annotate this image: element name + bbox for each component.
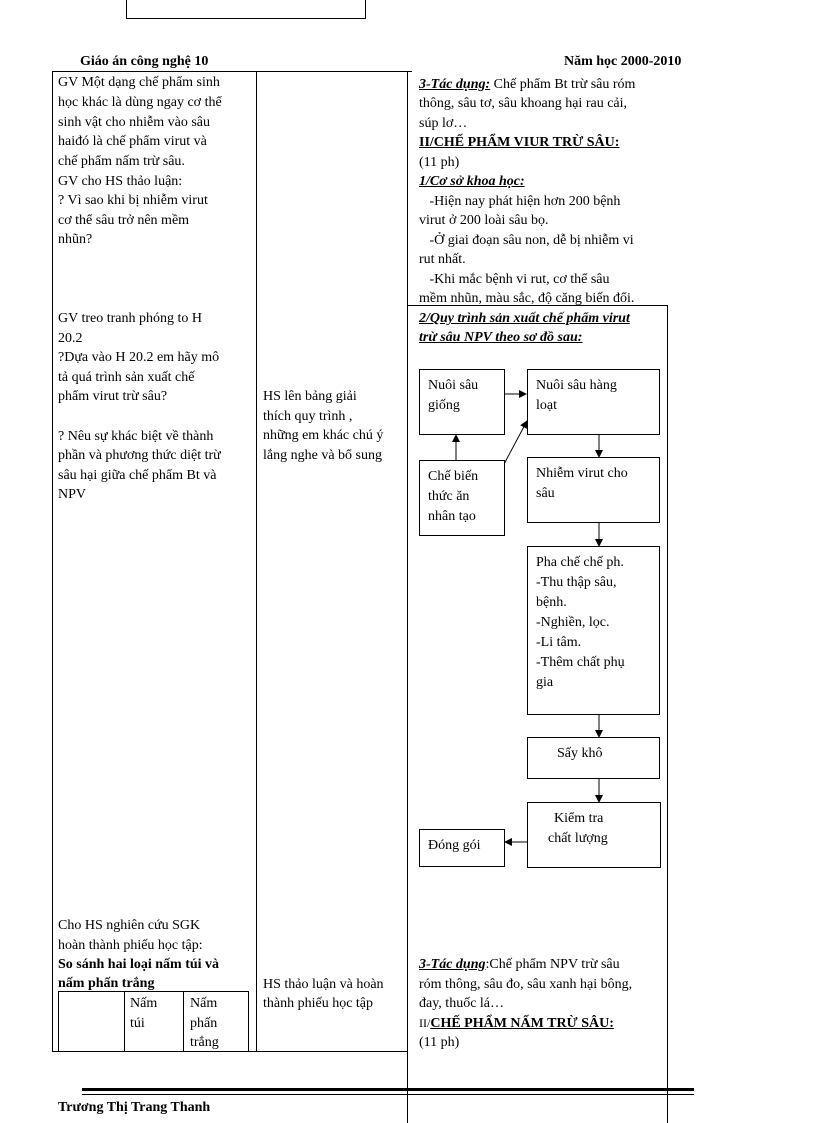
effect-text: Chế phẩm Bt trừ sâu róm xyxy=(490,77,636,92)
effect-label: 3-Tác dụng xyxy=(419,957,486,972)
section-virus-heading: II/CHẾ PHẨM VIUR TRỪ SÂU: xyxy=(419,135,620,150)
flow-text: nhân tạo xyxy=(428,509,476,524)
compare-header-phan-trang: phấn xyxy=(190,1016,218,1031)
col1-line: GV treo tranh phóng to H xyxy=(58,311,202,326)
effect-label: 3-Tác dụng: xyxy=(419,77,491,92)
basis-line: -Hiện nay phát hiện hơn 200 bệnh xyxy=(419,194,621,209)
basis-line: -Khi mắc bệnh vi rut, cơ thể sâu xyxy=(419,272,610,287)
col2-line: HS thảo luận và hoàn xyxy=(263,977,384,992)
effect-text: :Chế phẩm NPV trừ sâu xyxy=(485,957,620,972)
flow-text: Đóng gói xyxy=(428,838,481,853)
flow-text: Kiểm tra xyxy=(554,811,604,826)
process-heading: trừ sâu NPV theo sơ đồ sau: xyxy=(419,330,583,345)
flow-text: Chế biến xyxy=(428,469,479,484)
col1-line: tả quá trình sản xuất chế xyxy=(58,370,195,385)
flow-text: loạt xyxy=(536,398,557,413)
effect-line: đay, thuốc lá… xyxy=(419,996,505,1011)
col1-line: GV Một dạng chế phẩm sinh xyxy=(58,75,220,90)
section-fungus-title: CHẾ PHẨM NẤM TRỪ SÂU: xyxy=(430,1016,614,1031)
col1-line: chế phẩm nấm trừ sâu. xyxy=(58,154,185,169)
flow-text: sâu xyxy=(536,486,555,501)
compare-header-tui: túi xyxy=(130,1016,145,1031)
flow-text: -Li tâm. xyxy=(536,635,582,650)
flow-box-dry xyxy=(527,737,660,779)
col1-line: học khác là dùng ngay cơ thể xyxy=(58,95,222,110)
col1-line: ? Vì sao khi bị nhiễm virut xyxy=(58,193,208,208)
footer-rule-thin xyxy=(82,1094,694,1095)
section-fungus-heading xyxy=(419,1014,614,1034)
col1-line: ? Nêu sự khác biệt về thành xyxy=(58,429,214,444)
compare-header-phan-trang: Nấm xyxy=(190,996,218,1011)
flow-text: gia xyxy=(536,675,554,690)
col1-line: NPV xyxy=(58,487,87,502)
footer-author: Trương Thị Trang Thanh xyxy=(58,1100,211,1115)
flow-box-quality xyxy=(527,802,661,868)
col1-line: sâu hại giữa chế phẩm Bt và xyxy=(58,468,217,483)
effect-line: róm thông, sâu đo, sâu xanh hại bông, xyxy=(419,977,633,992)
basis-line: mềm nhũn, màu sắc, độ căng biến đổi. xyxy=(419,291,635,306)
col2-line: HS lên bảng giải xyxy=(263,389,357,404)
col1-line: sinh vật cho nhiễm vào sâu xyxy=(58,115,211,130)
section-prefix: II/ xyxy=(419,1016,431,1030)
header-year: Năm học 2000-2010 xyxy=(564,54,682,69)
compare-header-tui: Nấm xyxy=(130,996,158,1011)
flow-box-breed xyxy=(419,369,505,435)
flow-box-infect xyxy=(527,457,660,523)
col2-line: lắng nghe và bổ sung xyxy=(263,448,382,463)
arrow-food-to-mass xyxy=(503,421,527,466)
section-time: (11 ph) xyxy=(419,1035,460,1050)
col1-line: 20.2 xyxy=(58,331,83,346)
compare-title: So sánh hai loại nấm túi và xyxy=(58,957,220,972)
flow-text: Pha chế chế ph. xyxy=(536,555,624,570)
flow-box-pack xyxy=(419,829,505,867)
col1-line: ?Dựa vào H 20.2 em hãy mô xyxy=(58,350,220,365)
col1-line: hoàn thành phiếu học tập: xyxy=(58,938,203,953)
process-heading: 2/Quy trình sản xuất chế phẩm virut xyxy=(419,309,630,329)
compare-header-phan-trang: trắng xyxy=(190,1035,219,1050)
col1-line: nhũn? xyxy=(58,232,93,247)
basis-line: -Ở giai đoạn sâu non, dễ bị nhiễm vi xyxy=(419,233,634,248)
effect-line: thông, sâu tơ, sâu khoang hại rau cải, xyxy=(419,96,628,111)
col1-line: phần và phương thức diệt trừ xyxy=(58,448,221,463)
flow-text: Nhiễm virut cho xyxy=(536,466,628,481)
col1-line: Cho HS nghiên cứu SGK xyxy=(58,918,201,933)
basis-heading: 1/Cơ sở khoa học: xyxy=(419,174,525,189)
flow-text: thức ăn xyxy=(428,489,470,504)
effect-line xyxy=(419,955,620,975)
col1-line: haiđó là chế phẩm virut và xyxy=(58,134,207,149)
flow-text: bệnh. xyxy=(536,595,567,610)
header-subject: Giáo án công nghệ 10 xyxy=(80,54,209,69)
compare-title: nấm phấn trắng xyxy=(58,976,155,991)
flow-text: giống xyxy=(428,398,460,413)
effect-line: súp lơ… xyxy=(419,116,468,131)
flow-text: -Nghiền, lọc. xyxy=(536,615,610,630)
flow-text: Nuôi sâu xyxy=(428,378,479,393)
footer-rule-thick xyxy=(82,1088,694,1091)
flow-box-mass xyxy=(527,369,660,435)
col2-line: những em khác chú ý xyxy=(263,428,384,443)
flow-box-prepare xyxy=(527,546,660,715)
col2-line: thành phiếu học tập xyxy=(263,996,374,1011)
col1-line: phẩm virut trừ sâu? xyxy=(58,389,168,404)
col2-line: thích quy trình , xyxy=(263,409,353,424)
section-time: (11 ph) xyxy=(419,155,460,170)
flow-box-food xyxy=(419,460,505,536)
flow-text: chất lượng xyxy=(548,831,608,846)
flow-text: -Thu thập sâu, xyxy=(536,575,617,590)
basis-line: virut ở 200 loài sâu bọ. xyxy=(419,213,549,228)
col1-line: cơ thể sâu trở nên mềm xyxy=(58,213,190,228)
col1-line: GV cho HS thảo luận: xyxy=(58,174,183,189)
basis-line: rut nhất. xyxy=(419,252,466,267)
flow-text: -Thêm chất phụ xyxy=(536,655,625,670)
flow-text: Sấy khô xyxy=(557,746,603,761)
flow-text: Nuôi sâu hàng xyxy=(536,378,617,393)
